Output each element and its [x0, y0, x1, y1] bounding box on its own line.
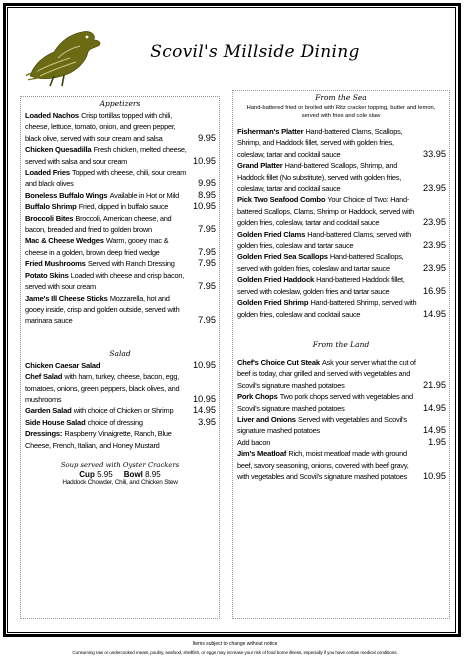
- menu-item-price: 16.95: [423, 285, 446, 296]
- menu-item-description: Loaded with cheese and crisp bacon, served with sour cream: [25, 270, 184, 292]
- menu-item-name: Liver and Onions: [237, 414, 296, 424]
- menu-item-price: 7.95: [198, 258, 216, 269]
- menu-item-price: 23.95: [423, 183, 446, 194]
- menu-item: [237, 274, 446, 297]
- menu-item-description: Hand-battered Clams, Scallops, Shrimp, and Haddock fillet, served with golden fries, coleslaw, tartar and cocktail sauce: [237, 127, 403, 159]
- menu-item: [237, 160, 446, 194]
- menu-item-price: 10.95: [193, 155, 216, 166]
- menu-item-description: Warm, gooey mac & cheese in a golden, brown deep fried wedge: [25, 236, 169, 257]
- menu-item-name: Chicken Caesar Salad: [25, 360, 101, 370]
- menu-item: [237, 414, 446, 437]
- left-column: [20, 96, 220, 619]
- menu-item: [237, 229, 446, 252]
- menu-item: [25, 405, 216, 416]
- menu-item-price: 23.95: [423, 240, 446, 251]
- menu-item-name: Chef Salad: [25, 372, 63, 382]
- menu-item-name: Boneless Buffalo Wings: [25, 190, 108, 200]
- sea-list: [233, 126, 449, 320]
- menu-item-name: Loaded Fries: [25, 168, 70, 178]
- menu-item: [237, 297, 446, 320]
- menu-item-name: Mac & Cheese Wedges: [25, 236, 104, 246]
- menu-item-name: Pork Chops: [237, 392, 278, 402]
- menu-item-name: Dressings:: [25, 429, 63, 439]
- menu-item-name: Fried Mushrooms: [25, 259, 86, 269]
- menu-item-name: Jame's Ill Cheese Sticks: [25, 293, 108, 303]
- sea-note: Hand-battered fried or broiled with Ritz cracker topping, butter and lemon, served with fries and cole slaw: [246, 105, 436, 119]
- menu-item-description: Two pork chops served with vegetables and Scovil's signature mashed potatoes: [237, 392, 413, 413]
- menu-item: [237, 194, 446, 228]
- soup-cup-label: Cup: [79, 469, 95, 479]
- menu-item-description: Crisp tortillas topped with chili, cheese, lettuce, tomato, onion, and green pepper, black olive, served with sour cream and salsa: [25, 111, 176, 143]
- menu-item: [25, 293, 216, 327]
- menu-item-description: Hand-battered Shrimp, served with golden fries, coleslaw and cocktail sauce: [237, 298, 417, 319]
- menu-item-price: 10.95: [193, 201, 216, 212]
- menu-item: [25, 428, 216, 451]
- menu-item-name: Side House Salad: [25, 417, 86, 427]
- soup-bowl-label: Bowl: [123, 469, 143, 479]
- menu-item: [25, 190, 216, 201]
- menu-item-description: Your Choice of Two: Hand-battered Scallops, Clams, Shrimp or Haddock, served with golden fries, coleslaw, tartar and cocktail sauce: [237, 195, 415, 228]
- menu-item-description: Raspberry Vinaigrette, Ranch, Blue Cheese, French, Italian, and Honey Mustard: [25, 429, 172, 450]
- menu-item-name: Buffalo Shrimp: [25, 202, 77, 212]
- menu-item: [25, 167, 216, 190]
- menu-item: [237, 251, 446, 274]
- menu-item: [237, 448, 446, 482]
- menu-item: [25, 417, 216, 428]
- appetizers-list: [21, 110, 219, 327]
- menu-item: [25, 371, 216, 405]
- menu-item: [237, 391, 446, 414]
- menu-item-name: Potato Skins: [25, 270, 69, 280]
- appetizers-heading: Appetizers: [99, 99, 141, 108]
- menu-item-price: 7.95: [198, 281, 216, 292]
- menu-item-price: 14.95: [193, 405, 216, 416]
- footer-notice: Items subject to change without notice: [192, 641, 278, 647]
- menu-item-description: Fried, dipped in buffalo sauce: [78, 202, 169, 212]
- menu-item-description: Mozzarella, hot and gooey inside, crisp and golden outside, served with marinara sauce: [25, 293, 180, 326]
- salad-heading: Salad: [109, 348, 131, 358]
- menu-item-description: Hand-battered Haddock fillet, served with coleslaw, golden fries and tartar sauce: [237, 275, 405, 296]
- right-column: [232, 90, 450, 619]
- menu-item-price: 9.95: [198, 132, 216, 143]
- soup-bowl-price: 8.95: [145, 469, 161, 479]
- menu-item-name: Loaded Nachos: [25, 111, 79, 120]
- menu-item-price: 10.95: [193, 359, 216, 370]
- land-heading: From the Land: [312, 339, 370, 349]
- menu-item: [25, 270, 216, 293]
- menu-item-name: Golden Fried Haddock: [237, 275, 315, 285]
- menu-item-description: Available in Hot or Mild: [109, 190, 180, 200]
- menu-item-name: Golden Fried Sea Scallops: [237, 252, 328, 262]
- soup-cup-price: 5.95: [97, 469, 113, 479]
- menu-item: [25, 235, 216, 258]
- menu-item-name: Garden Salad: [25, 406, 72, 416]
- menu-item-price: 8.95: [198, 189, 216, 200]
- menu-item-price: 14.95: [423, 308, 446, 319]
- menu-item-price: 3.95: [198, 416, 216, 427]
- menu-item-description: Broccoli, American cheese, and bacon, breaded and fried to golden brown: [25, 213, 172, 235]
- menu-item: [25, 258, 216, 269]
- salad-list: [21, 360, 219, 451]
- menu-item-price: 23.95: [423, 262, 446, 273]
- menu-item-description: Ask your server what the cut of beef is today, char grilled and served with vegetables and Scovil's signature mashed potatoes: [237, 357, 416, 390]
- soup-heading: Soup served with Oyster Crackers: [60, 460, 180, 469]
- menu-item: [237, 357, 446, 391]
- menu-item-name: Fisherman's Platter: [237, 127, 304, 136]
- menu-item: [237, 126, 446, 160]
- menu-item-description: Served with Ranch Dressing: [87, 259, 175, 269]
- menu-item-description: Hand-battered Clams, served with golden fries, coleslaw and tartar sauce: [237, 229, 411, 251]
- menu-item-name: Golden Fried Shrimp: [237, 298, 309, 308]
- menu-item: [25, 213, 216, 236]
- menu-item-description: with choice of Chicken or Shrimp: [73, 406, 174, 416]
- menu-item-description: Hand-battered Scallops, Shrimp, and Haddock fillet (No substitute), served with golden fries, coleslaw, tartar and cocktail sauce: [237, 161, 402, 194]
- restaurant-title: Scovil's Millside Dining: [150, 42, 360, 62]
- menu-item-description: Topped with cheese, chili, sour cream and black olives: [25, 168, 186, 189]
- menu-item-description: Fresh chicken, melted cheese, served with salsa and sour cream: [25, 145, 187, 166]
- footer-warning: Consuming raw or undercooked meats, poultry, seafood, shellfish, or eggs may increase your risk of food borne illness, especially if you have certain medical conditions.: [72, 650, 398, 655]
- menu-item-description: with ham, turkey, cheese, bacon, egg, tomatoes, onions, green peppers, black olives, and mushrooms: [25, 372, 180, 404]
- menu-item-description: choice of dressing: [87, 417, 143, 427]
- menu-item: [25, 201, 216, 212]
- menu-item-name: Chef's Choice Cut Steak: [237, 357, 320, 367]
- soup-sizes: [21, 470, 219, 479]
- menu-item-price: 7.95: [198, 315, 216, 326]
- menu-item-price: 1.95: [428, 436, 446, 447]
- menu-item-price: 14.95: [423, 425, 446, 436]
- menu-item-name: Jim's Meatloaf: [237, 449, 287, 459]
- menu-item-price: 10.95: [423, 470, 446, 481]
- menu-item-price: 10.95: [193, 393, 216, 404]
- land-list: [233, 357, 449, 482]
- menu-item-description: Add bacon: [237, 437, 271, 447]
- menu-item-name: Grand Platter: [237, 161, 283, 171]
- menu-item-name: Broccoli Bites: [25, 213, 74, 223]
- menu-item-name: Golden Fried Clams: [237, 229, 306, 239]
- menu-item-price: 9.95: [198, 178, 216, 189]
- soup-list: Haddock Chowder, Chili, and Chicken Stew: [62, 478, 178, 486]
- menu-item-name: Pick Two Seafood Combo: [237, 195, 326, 205]
- menu-item-description: Hand-battered Scallops, served with golden fries, coleslaw and tartar sauce: [237, 252, 404, 273]
- menu-item-price: 14.95: [423, 402, 446, 413]
- menu-item: [25, 144, 216, 167]
- menu-item-price: 7.95: [198, 246, 216, 257]
- menu-item-price: 33.95: [423, 148, 446, 159]
- menu-item-price: 7.95: [198, 224, 216, 235]
- menu-item: [237, 437, 446, 448]
- menu-item-price: 21.95: [423, 379, 446, 390]
- menu-item-description: Served with vegetables and Scovil's signature mashed potatoes: [237, 414, 407, 436]
- sea-heading: From the Sea: [315, 93, 367, 102]
- menu-item-description: Rich, moist meatloaf made with ground beef, savory seasoning, onions, covered with beef gravy, with vegetables and Scovil's signature mashed potatoes: [237, 449, 409, 481]
- menu-item: [25, 110, 216, 144]
- menu-item-price: 23.95: [423, 217, 446, 228]
- menu-item-name: Chicken Quesadilla: [25, 145, 92, 155]
- menu-item: [25, 360, 216, 371]
